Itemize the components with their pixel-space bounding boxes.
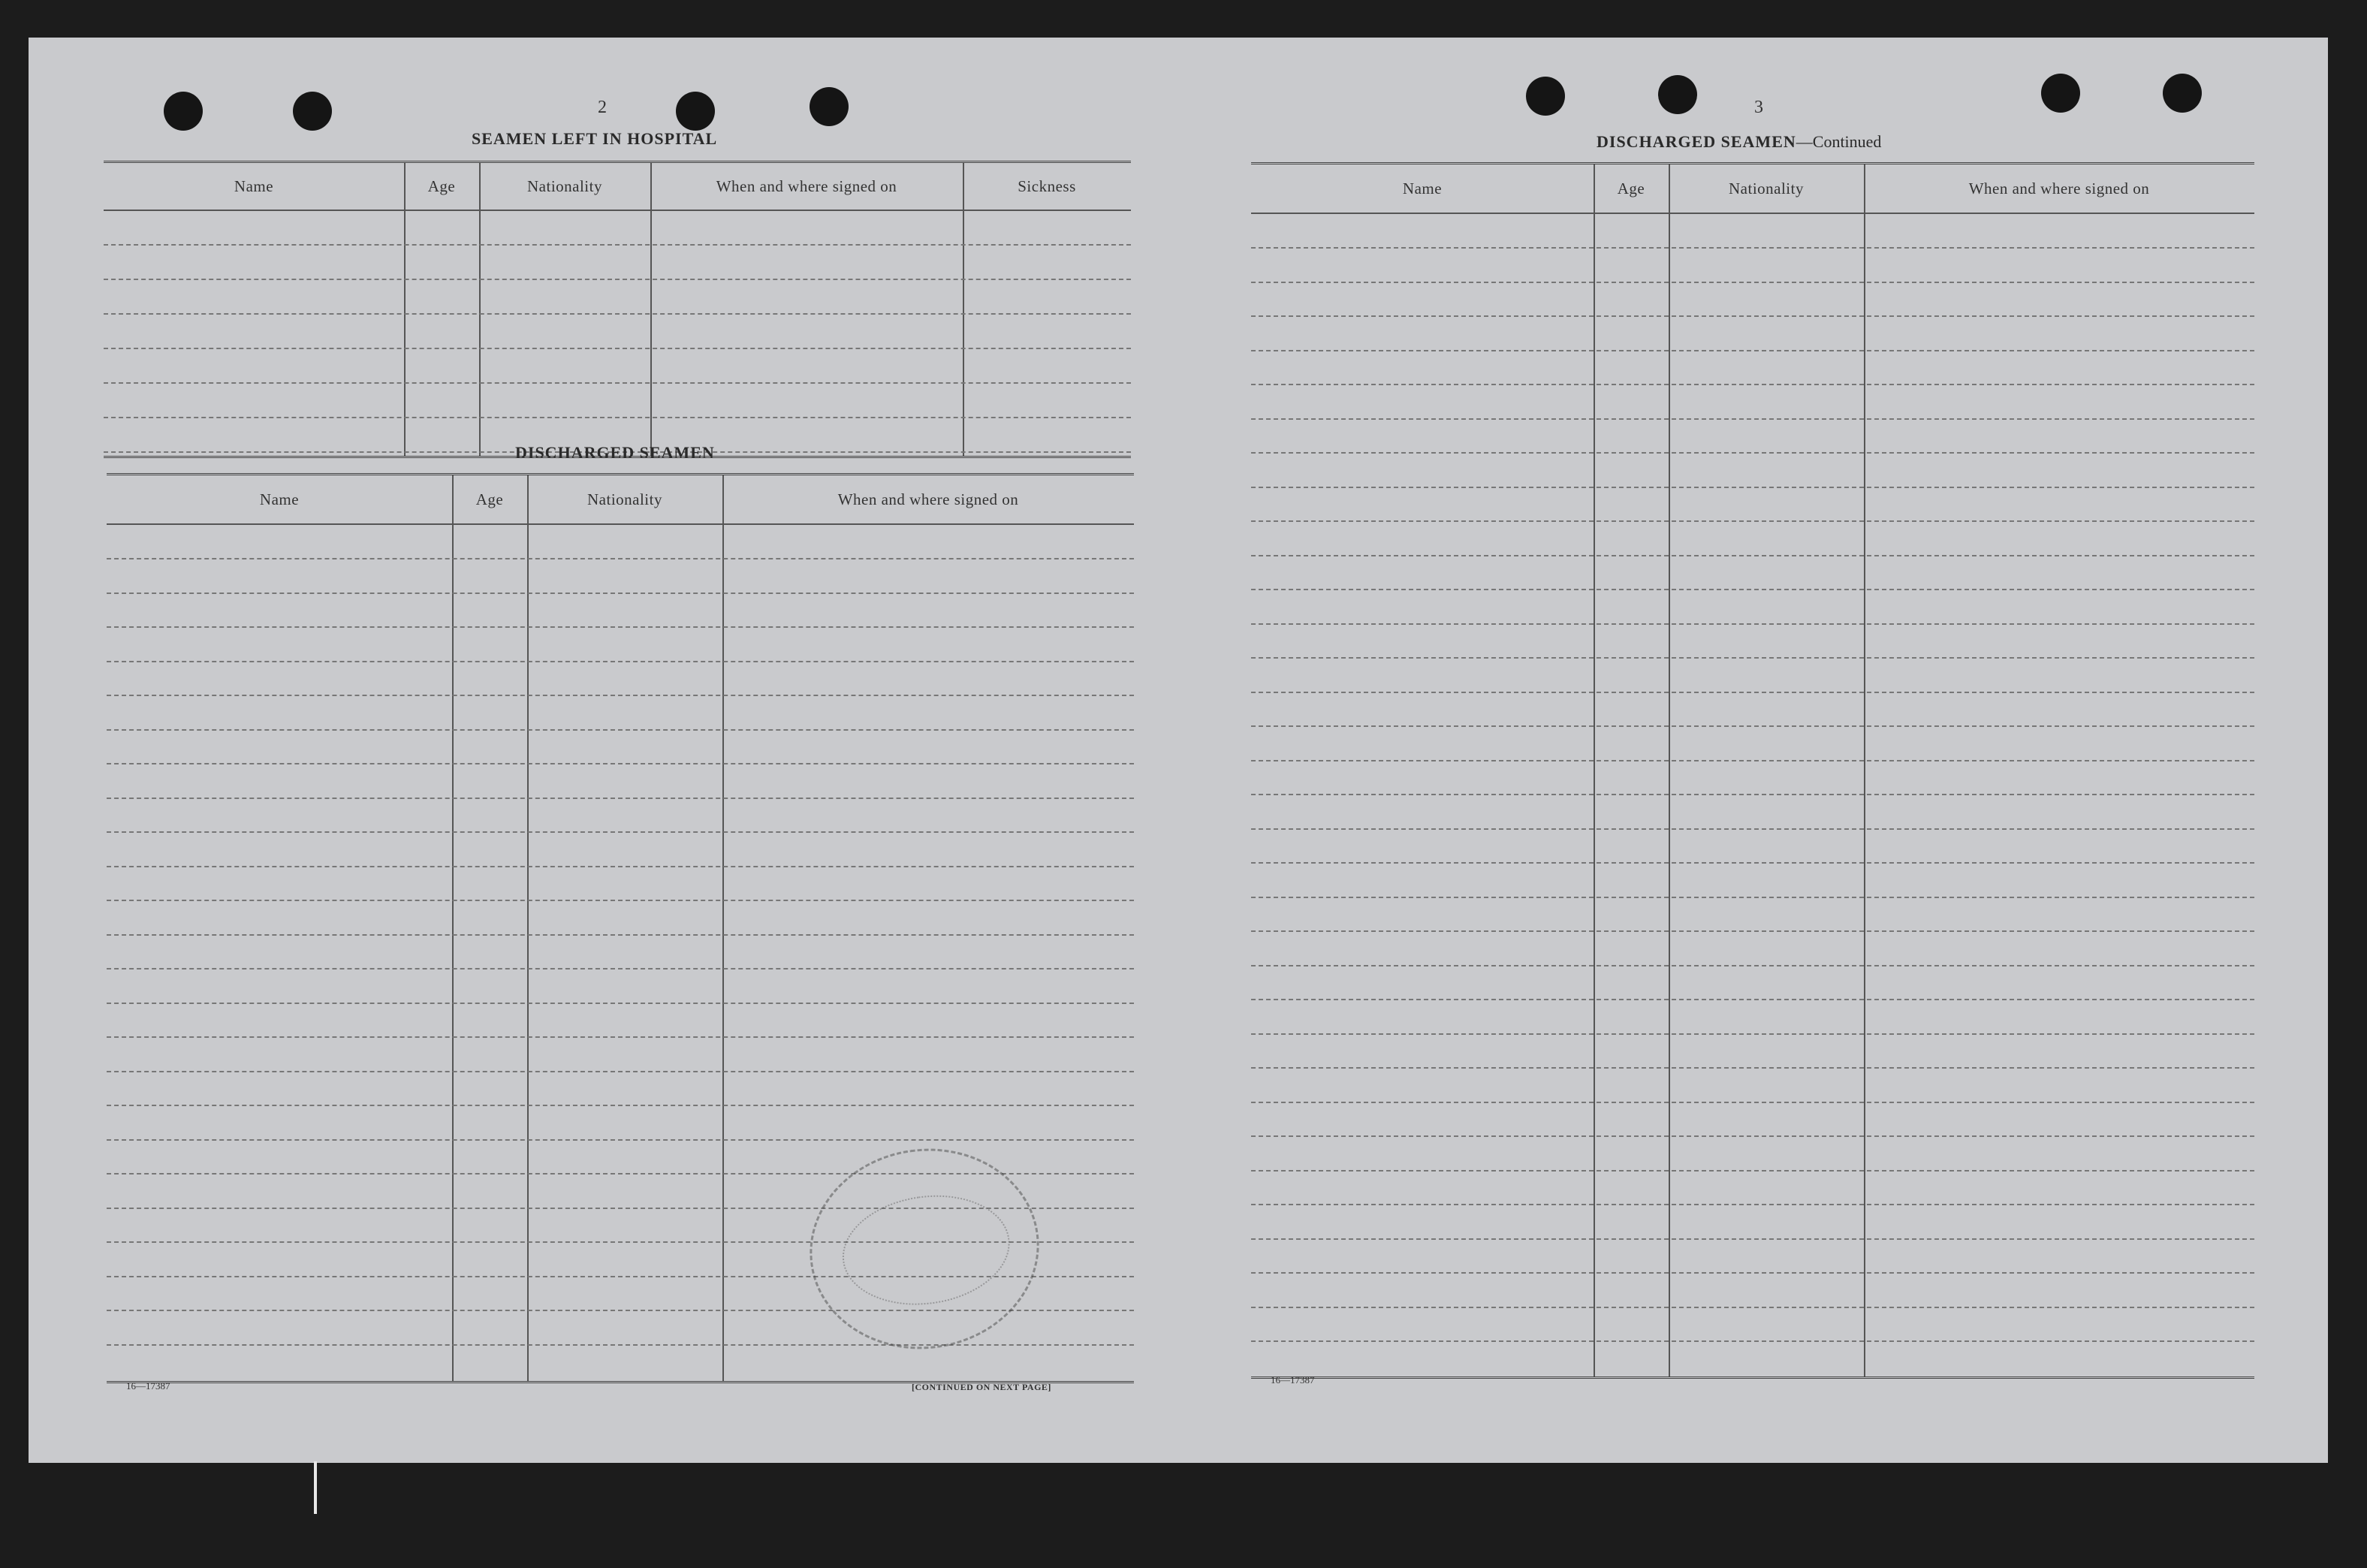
column-divider xyxy=(722,475,724,1381)
ruled-row-line xyxy=(1251,350,2254,351)
ruled-row-line xyxy=(1251,1102,2254,1103)
column-header-signed-on: When and where signed on xyxy=(1968,179,2150,198)
ruled-row-line xyxy=(1251,897,2254,898)
ruled-row-line xyxy=(1251,1204,2254,1205)
column-divider xyxy=(1669,164,1670,1377)
hospital-table xyxy=(104,161,1131,458)
ruled-row-line xyxy=(1251,384,2254,385)
ruled-row-line xyxy=(1251,930,2254,932)
column-divider xyxy=(479,163,481,456)
ruled-row-line xyxy=(1251,1307,2254,1308)
ruled-row-line xyxy=(1251,520,2254,522)
ruled-row-line xyxy=(1251,452,2254,454)
ruled-row-line xyxy=(1251,725,2254,727)
ruled-row-line xyxy=(1251,828,2254,830)
discharged-table-right-header xyxy=(1251,164,2254,214)
ruled-row-line xyxy=(1251,794,2254,795)
column-header-name: Name xyxy=(1402,179,1443,198)
column-divider xyxy=(1864,164,1865,1377)
punch-hole xyxy=(293,92,332,131)
ruled-row-line xyxy=(107,1105,1134,1106)
ruled-row-line xyxy=(1251,999,2254,1000)
column-header-signed-on: When and where signed on xyxy=(716,176,897,195)
left-page-number: 2 xyxy=(598,98,607,117)
ruled-row-line xyxy=(104,348,1131,349)
ruled-row-line xyxy=(1251,692,2254,693)
ruled-row-line xyxy=(1251,623,2254,625)
ruled-row-line xyxy=(1251,589,2254,590)
ruled-row-line xyxy=(1251,1067,2254,1069)
ruled-row-line xyxy=(107,798,1134,799)
ruled-row-line xyxy=(1251,1238,2254,1240)
discharged-continued-title-main: DISCHARGED SEAMEN xyxy=(1597,132,1796,151)
document-paper xyxy=(29,38,2328,1463)
ruled-row-line xyxy=(107,593,1134,594)
ruled-row-line xyxy=(1251,487,2254,488)
column-divider xyxy=(527,475,529,1381)
ruled-row-line xyxy=(107,695,1134,696)
column-divider xyxy=(963,163,964,456)
ruled-row-line xyxy=(1251,1135,2254,1137)
ruled-row-line xyxy=(107,1071,1134,1072)
ruled-row-line xyxy=(1251,965,2254,966)
discharged-section-title: DISCHARGED SEAMEN xyxy=(515,443,715,462)
column-divider xyxy=(1594,164,1595,1377)
ruled-row-line xyxy=(1251,315,2254,317)
ruled-row-line xyxy=(107,1003,1134,1004)
ruled-row-line xyxy=(107,763,1134,764)
column-header-age: Age xyxy=(1617,179,1645,198)
ruled-row-line xyxy=(107,934,1134,936)
ruled-row-line xyxy=(104,417,1131,418)
ruled-row-line xyxy=(107,661,1134,662)
ruled-row-line xyxy=(1251,1340,2254,1342)
ruled-row-line xyxy=(104,244,1131,246)
ruled-row-line xyxy=(1251,282,2254,283)
ruled-row-line xyxy=(107,729,1134,731)
ruled-row-line xyxy=(1251,1170,2254,1171)
column-header-nationality: Nationality xyxy=(587,490,662,508)
ruled-row-line xyxy=(107,900,1134,901)
ruled-row-line xyxy=(107,1344,1134,1346)
punch-hole xyxy=(1526,77,1565,116)
discharged-continued-title xyxy=(1597,132,1881,152)
discharged-continued-title-suffix: —Continued xyxy=(1796,132,1882,151)
discharged-table-left-header xyxy=(107,475,1134,525)
ruled-row-line xyxy=(104,313,1131,315)
ruled-row-line xyxy=(1251,760,2254,761)
ruled-row-line xyxy=(107,1036,1134,1038)
ruled-row-line xyxy=(107,626,1134,628)
column-header-name: Name xyxy=(259,490,300,508)
punch-hole xyxy=(810,87,849,126)
ruled-row-line xyxy=(1251,247,2254,249)
punch-hole xyxy=(2163,74,2202,113)
continued-note: [CONTINUED ON NEXT PAGE] xyxy=(912,1382,1051,1392)
punch-hole xyxy=(1658,75,1697,114)
ruled-row-line xyxy=(107,831,1134,833)
column-header-nationality: Nationality xyxy=(527,176,602,195)
ruled-row-line xyxy=(1251,1272,2254,1274)
column-header-age: Age xyxy=(427,176,456,195)
column-divider xyxy=(404,163,406,456)
column-header-signed-on: When and where signed on xyxy=(837,490,1019,508)
ruled-row-line xyxy=(1251,418,2254,420)
ruled-row-line xyxy=(107,866,1134,867)
column-header-nationality: Nationality xyxy=(1729,179,1804,198)
column-divider xyxy=(650,163,652,456)
discharged-table-right xyxy=(1251,162,2254,1379)
stamp-inner-ring xyxy=(835,1185,1017,1316)
ruled-row-line xyxy=(107,1139,1134,1141)
column-header-name: Name xyxy=(234,176,274,195)
punch-hole xyxy=(676,92,715,131)
ruled-row-line xyxy=(1251,555,2254,556)
hospital-section-title: SEAMEN LEFT IN HOSPITAL xyxy=(472,129,718,148)
left-form-number: 16—17387 xyxy=(126,1380,170,1392)
film-scratch xyxy=(314,1461,317,1514)
right-form-number: 16—17387 xyxy=(1271,1374,1315,1386)
ruled-row-line xyxy=(107,968,1134,969)
right-page-number: 3 xyxy=(1754,98,1763,117)
punch-hole xyxy=(164,92,203,131)
punch-hole xyxy=(2041,74,2080,113)
ruled-row-line xyxy=(1251,657,2254,659)
ruled-row-line xyxy=(104,382,1131,384)
ruled-row-line xyxy=(104,279,1131,280)
column-header-age: Age xyxy=(475,490,504,508)
ruled-row-line xyxy=(1251,862,2254,864)
ruled-row-line xyxy=(1251,1033,2254,1035)
column-divider xyxy=(452,475,454,1381)
ruled-row-line xyxy=(107,558,1134,559)
column-header-sickness: Sickness xyxy=(1018,176,1076,195)
hospital-table-header xyxy=(104,163,1131,211)
